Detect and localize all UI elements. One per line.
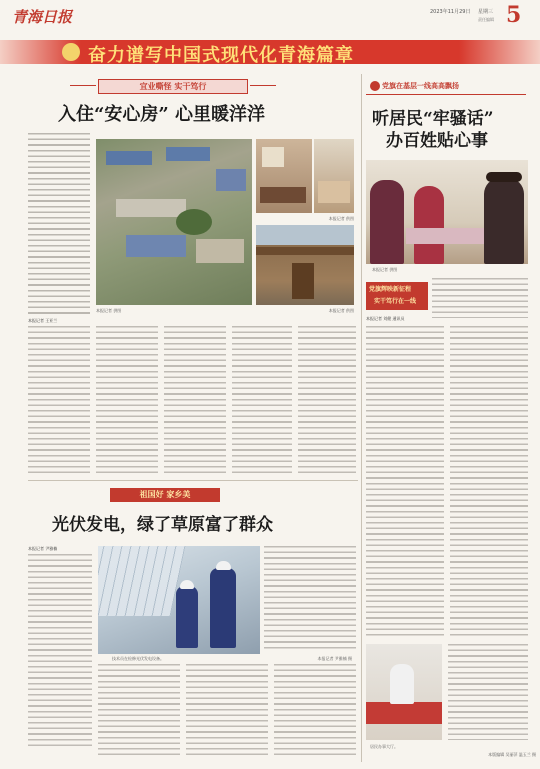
bottom-lower-text bbox=[98, 664, 356, 756]
masthead bbox=[0, 0, 540, 70]
banner-title: 奋力谱写中国式现代化青海篇章 bbox=[88, 45, 354, 66]
solar-photo-credit: 本报记者 尹雅楠 摄 bbox=[317, 656, 352, 661]
left-text-col bbox=[28, 133, 90, 315]
aerial-photo-caption: 本报记者 供图 bbox=[96, 308, 122, 313]
kicker-left bbox=[98, 79, 246, 92]
kicker-left-rule-r bbox=[250, 85, 276, 86]
community-meeting-photo bbox=[366, 160, 528, 264]
interior-photo bbox=[256, 139, 312, 213]
sub-kicker-line1: 党旗辉映新征程 bbox=[369, 286, 412, 293]
courtyard-door bbox=[292, 263, 314, 299]
headline-right-2: 办百姓贴心事 bbox=[386, 131, 488, 151]
kicker-left-box: 宜业嘶怪 实干笃行 bbox=[98, 79, 248, 94]
roof-1 bbox=[106, 151, 152, 165]
weekday: 星期三 bbox=[478, 9, 494, 15]
left-body-cols bbox=[28, 326, 356, 474]
interior-window bbox=[262, 147, 284, 167]
roof-4 bbox=[116, 199, 186, 217]
byline-bottom: 本报记者 尹雅楠 bbox=[28, 546, 58, 551]
page-number: 5 bbox=[506, 2, 522, 28]
tree-cluster bbox=[176, 209, 212, 235]
technician-1 bbox=[176, 586, 198, 648]
person-left bbox=[370, 180, 404, 264]
community-photo-caption: 本报记者 供图 bbox=[372, 267, 398, 272]
byline-right: 本报记者 刘健 通讯员 bbox=[366, 316, 405, 321]
service-counter bbox=[366, 702, 442, 724]
right-body-text-top bbox=[432, 278, 528, 318]
masthead-logo: 青海日报 bbox=[12, 8, 73, 26]
person-right bbox=[484, 178, 524, 264]
kicker-bottom: 祖国好 家乡美 bbox=[110, 488, 220, 502]
sub-kicker bbox=[366, 282, 428, 310]
service-hall-photo bbox=[366, 644, 442, 740]
roof-2 bbox=[166, 147, 210, 161]
solar-photo-caption: 技术员在检修光伏发电设备。 bbox=[112, 656, 164, 661]
bedroom-bed bbox=[318, 181, 350, 203]
courtyard-beam bbox=[256, 247, 354, 255]
headline-bottom: 光伏发电，绿了草原富了群众 bbox=[52, 515, 273, 535]
courtyard-photo-caption: 本报记者 供图 bbox=[328, 308, 354, 313]
section-divider bbox=[28, 480, 358, 481]
helmet-1 bbox=[180, 580, 194, 589]
date-line: 2023年11月29日 bbox=[430, 9, 471, 15]
kicker-right-rule bbox=[366, 94, 526, 95]
roof-5 bbox=[126, 235, 186, 257]
courtyard-photo bbox=[256, 225, 354, 305]
right-body-text bbox=[366, 326, 528, 638]
editor-line: 责任编辑 bbox=[478, 17, 494, 22]
footer-credit: 本版编辑 吴丽萍 温玉兰 摄 bbox=[488, 752, 536, 757]
party-emblem-icon bbox=[370, 81, 380, 91]
kicker-left-rule-l bbox=[70, 85, 96, 86]
byline-left: 本报记者 王亚兰 bbox=[28, 318, 58, 323]
service-hall-caption: 居民办事大厅。 bbox=[370, 744, 398, 749]
column-separator bbox=[361, 74, 362, 762]
technician-2 bbox=[210, 568, 236, 648]
hat bbox=[486, 172, 522, 182]
roof-6 bbox=[196, 239, 244, 263]
solar-technicians-photo bbox=[98, 546, 260, 654]
kicker-right bbox=[366, 80, 526, 92]
helmet-2 bbox=[216, 561, 231, 570]
interior-sofa bbox=[260, 187, 306, 203]
bottom-right-text bbox=[264, 546, 356, 650]
bottom-left-text bbox=[28, 554, 92, 750]
table bbox=[406, 228, 486, 244]
aerial-village-photo bbox=[96, 139, 252, 305]
bedroom-photo bbox=[314, 139, 354, 213]
banner bbox=[0, 40, 540, 64]
headline-left: 入住“安心房” 心里暖洋洋 bbox=[58, 104, 265, 125]
person-center bbox=[414, 186, 444, 264]
right-bottom-text bbox=[448, 644, 528, 740]
banner-emblem-left bbox=[62, 43, 80, 61]
sub-kicker-line2: 实干笃行在一线 bbox=[374, 298, 417, 305]
kicker-right-text: 党旗在基层一线高高飘扬 bbox=[382, 82, 459, 90]
roof-3 bbox=[216, 169, 246, 191]
interior-photo-caption: 本报记者 供图 bbox=[328, 216, 354, 221]
headline-right-1: 听居民“牢骚话” bbox=[372, 109, 494, 129]
solar-panel-1 bbox=[98, 546, 185, 616]
service-staff bbox=[390, 664, 414, 704]
